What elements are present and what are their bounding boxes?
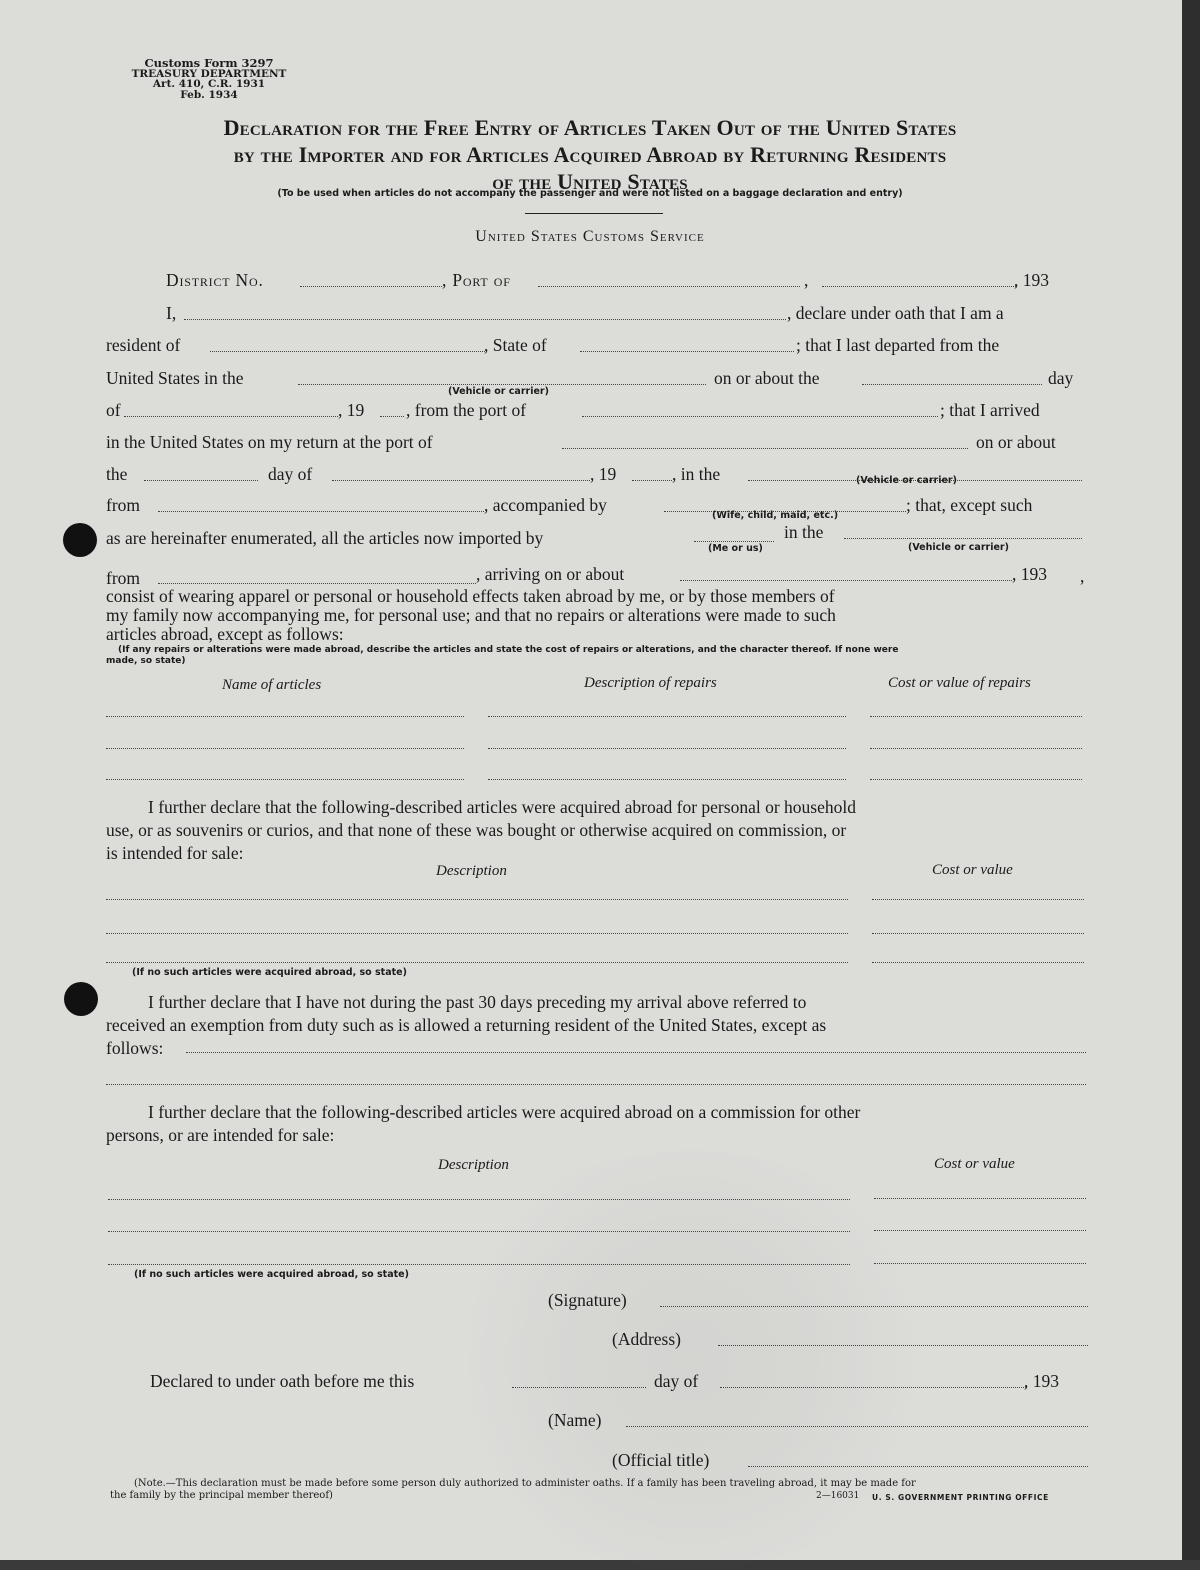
repair-desc-field[interactable] xyxy=(488,779,846,780)
none-commission-note: (If no such articles were acquired abroad, so state) xyxy=(134,1269,409,1280)
state-label: , State of xyxy=(484,335,547,355)
district-label: District No. xyxy=(166,270,264,290)
day-of-label: day of xyxy=(268,464,313,484)
name-label: (Name) xyxy=(548,1410,602,1430)
punch-hole xyxy=(64,982,98,1016)
arriving-label: , arriving on or about xyxy=(476,564,625,584)
acquired-text: is intended for sale: xyxy=(106,843,244,863)
exemption-field[interactable] xyxy=(106,1084,1086,1085)
acquired-text: use, or as souvenirs or curios, and that none of these was bought or otherwise acquired on commission, or xyxy=(106,820,847,840)
acquired-cost-field[interactable] xyxy=(872,933,1084,934)
import-vehicle-field[interactable] xyxy=(844,538,1082,539)
footer-note: the family by the principal member thereof) xyxy=(110,1490,333,1501)
title-line: by the Importer and for Articles Acquired Abroad by Returning Residents xyxy=(233,142,947,167)
year19-label: , 19 xyxy=(338,400,365,420)
imported-by-field[interactable] xyxy=(694,541,774,542)
col-name-articles: Name of articles xyxy=(222,677,322,693)
from-label: from xyxy=(106,495,141,515)
from-label-2: from xyxy=(106,568,141,588)
oath-day-field[interactable] xyxy=(512,1387,646,1388)
year-label: , 193 xyxy=(1014,270,1049,290)
none-acquired-note: (If no such articles were acquired abroad, so state) xyxy=(132,967,407,978)
commission-cost-field[interactable] xyxy=(874,1263,1086,1264)
vehicle-sublabel: (Vehicle or carrier) xyxy=(856,475,957,486)
resident-field[interactable] xyxy=(210,351,485,352)
col-desc-repairs: Description of repairs xyxy=(584,675,717,691)
acquired-cost-field[interactable] xyxy=(872,899,1084,900)
repair-desc-field[interactable] xyxy=(488,748,846,749)
form-date: Feb. 1934 xyxy=(180,88,238,101)
of-label: of xyxy=(106,400,121,420)
commission-desc-field[interactable] xyxy=(108,1264,850,1265)
state-field[interactable] xyxy=(580,351,794,352)
declared-label: Declared to under oath before me this xyxy=(150,1371,415,1391)
repair-cost-field[interactable] xyxy=(870,716,1082,717)
wife-sublabel: (Wife, child, maid, etc.) xyxy=(712,510,839,521)
departure-vehicle-field[interactable] xyxy=(298,384,706,385)
resident-label: resident of xyxy=(106,335,181,355)
repair-desc-field[interactable] xyxy=(488,716,846,717)
oath-year-label: , 193 xyxy=(1024,1371,1059,1391)
year-label-2: , 193 xyxy=(1012,564,1047,584)
declarant-name-field[interactable] xyxy=(184,319,786,320)
on-or-about-label: on or about xyxy=(976,432,1056,452)
printer-mark: U. S. GOVERNMENT PRINTING OFFICE xyxy=(872,1493,1049,1502)
usage-note: (To be used when articles do not accompany the passenger and were not listed on a baggage declaration and entry) xyxy=(277,188,903,199)
arriving-date-field[interactable] xyxy=(680,580,1012,581)
form-code: 2—16031 xyxy=(816,1491,860,1501)
form-title xyxy=(80,114,1100,195)
exemption-text: I further declare that I have not during the past 30 days preceding my arrival above referred to xyxy=(148,992,807,1012)
comma: , xyxy=(804,270,809,290)
departure-year-field[interactable] xyxy=(380,416,404,417)
year19-label-2: , 19 xyxy=(590,464,617,484)
return-day-field[interactable] xyxy=(144,480,258,481)
commission-text: I further declare that the following-described articles were acquired abroad on a commission for other xyxy=(148,1102,861,1122)
exemption-text: follows: xyxy=(106,1038,164,1058)
official-title-label: (Official title) xyxy=(612,1450,710,1470)
col-cost-repairs: Cost or value of repairs xyxy=(888,675,1031,691)
form-number: Customs Form 3297 xyxy=(144,56,274,70)
divider xyxy=(525,213,663,214)
return-year-field[interactable] xyxy=(632,480,672,481)
date-field[interactable] xyxy=(822,286,1016,287)
commission-cost-field[interactable] xyxy=(874,1230,1086,1231)
from-port-label: , from the port of xyxy=(406,400,527,420)
exemption-text: received an exemption from duty such as is allowed a returning resident of the United States, except as xyxy=(106,1015,827,1035)
return-port-field[interactable] xyxy=(562,448,968,449)
vehicle-sublabel: (Vehicle or carrier) xyxy=(448,386,549,397)
acquired-text: I further declare that the following-described articles were acquired abroad for personal or household xyxy=(148,797,856,817)
exemption-field[interactable] xyxy=(186,1052,1086,1053)
in-the-label: , in the xyxy=(672,464,721,484)
signature-field[interactable] xyxy=(660,1306,1088,1307)
repairs-note: (If any repairs or alterations were made abroad, describe the articles and state the cost of repairs or alterations, and the character thereof. If none were xyxy=(118,645,899,655)
commission-desc-field[interactable] xyxy=(108,1231,850,1232)
repair-cost-field[interactable] xyxy=(870,779,1082,780)
address-label: (Address) xyxy=(612,1329,682,1349)
departure-month-field[interactable] xyxy=(124,416,338,417)
consist-line: consist of wearing apparel or personal or household effects taken abroad by me, or by those members of xyxy=(106,586,835,606)
address-field[interactable] xyxy=(718,1345,1088,1346)
return-port-label: in the United States on my return at the port of xyxy=(106,432,433,452)
footer-note: (Note.—This declaration must be made before some person duly authorized to administer oaths. If a family has been traveling abroad, it may be made for xyxy=(134,1478,916,1489)
commission-text: persons, or are intended for sale: xyxy=(106,1125,335,1145)
col-description: Description xyxy=(436,863,507,879)
repairs-note: made, so state) xyxy=(106,656,186,666)
consist-line: articles abroad, except as follows: xyxy=(106,624,344,644)
oath-day-of-label: day of xyxy=(654,1371,699,1391)
consist-line: my family now accompanying me, for personal use; and that no repairs or alterations were made to such xyxy=(106,605,836,625)
signature-label: (Signature) xyxy=(548,1290,627,1310)
col-cost-value: Cost or value xyxy=(934,1156,1015,1172)
return-month-field[interactable] xyxy=(332,480,590,481)
oath-month-field[interactable] xyxy=(720,1387,1026,1388)
title-line: Declaration for the Free Entry of Articles Taken Out of the United States xyxy=(223,115,957,140)
day-label: day xyxy=(1048,368,1074,388)
repair-name-field[interactable] xyxy=(106,748,464,749)
acquired-desc-field[interactable] xyxy=(106,933,848,934)
service-heading: United States Customs Service xyxy=(475,228,705,245)
acquired-desc-field[interactable] xyxy=(106,899,848,900)
from-field-2[interactable] xyxy=(158,583,476,584)
col-cost-value: Cost or value xyxy=(932,862,1013,878)
the-label: the xyxy=(106,464,128,484)
comma-end: , xyxy=(1080,566,1085,586)
col-description: Description xyxy=(438,1157,509,1173)
official-title-field[interactable] xyxy=(748,1466,1088,1467)
punch-hole xyxy=(63,523,97,557)
from-field[interactable] xyxy=(158,511,484,512)
repair-name-field[interactable] xyxy=(106,716,464,717)
us-in-label: United States in the xyxy=(106,368,244,388)
port-label: , Port of xyxy=(442,270,511,290)
commission-cost-field[interactable] xyxy=(874,1198,1086,1199)
article-ref: Art. 410, C.R. 1931 xyxy=(152,78,266,90)
form-header xyxy=(104,58,314,100)
except-text: ; that, except such xyxy=(906,495,1033,515)
port-field[interactable] xyxy=(538,286,800,287)
declare-text: , declare under oath that I am a xyxy=(787,303,1004,323)
title-line: of the United States xyxy=(492,169,688,194)
scan-edge xyxy=(1182,0,1200,1560)
me-or-us-sublabel: (Me or us) xyxy=(708,543,763,554)
department: TREASURY DEPARTMENT xyxy=(131,67,287,80)
district-field[interactable] xyxy=(300,286,442,287)
official-name-field[interactable] xyxy=(626,1426,1088,1427)
departure-day-field[interactable] xyxy=(862,384,1042,385)
accompanied-label: , accompanied by xyxy=(484,495,607,515)
arrived-text: ; that I arrived xyxy=(940,400,1040,420)
on-about-label: on or about the xyxy=(714,368,820,388)
in-the-label-2: in the xyxy=(784,522,824,542)
departure-port-field[interactable] xyxy=(582,416,938,417)
repair-cost-field[interactable] xyxy=(870,748,1082,749)
vehicle-sublabel: (Vehicle or carrier) xyxy=(908,542,1009,553)
i-label: I, xyxy=(166,303,177,323)
acquired-cost-field[interactable] xyxy=(872,962,1084,963)
commission-desc-field[interactable] xyxy=(108,1199,850,1200)
repair-name-field[interactable] xyxy=(106,779,464,780)
faint-seal-watermark xyxy=(430,1150,950,1570)
hereinafter-text: as are hereinafter enumerated, all the articles now imported by xyxy=(106,528,544,548)
acquired-desc-field[interactable] xyxy=(106,962,848,963)
departed-text: ; that I last departed from the xyxy=(796,335,1000,355)
